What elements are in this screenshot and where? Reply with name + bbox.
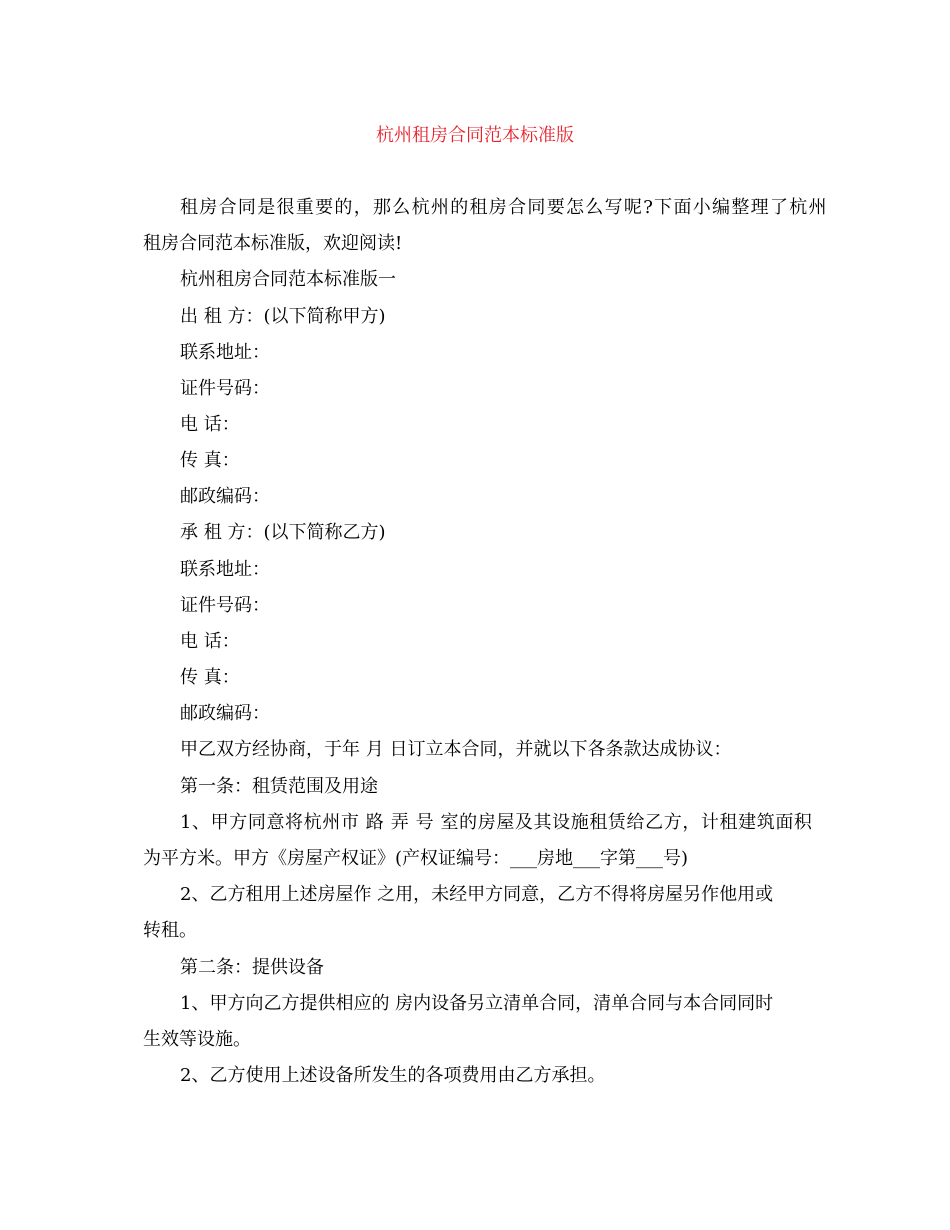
lessee-postcode-field: 邮政编码： bbox=[180, 703, 270, 724]
article-1-item-1-line-1: 1、甲方同意将杭州市 路 弄 号 室的房屋及其设施租赁给乙方，计租建筑面积 bbox=[180, 812, 813, 833]
article-1-item-2-line-1: 2、乙方租用上述房屋作 之用，未经甲方同意，乙方不得将房屋另作他用或 bbox=[180, 884, 774, 905]
lessee-label: 承 租 方：(以下简称乙方) bbox=[180, 522, 386, 543]
document-title: 杭州租房合同范本标准版 bbox=[376, 125, 574, 146]
article-2-item-2-line-1: 2、乙方使用上述设备所发生的各项费用由乙方承担。 bbox=[180, 1065, 606, 1086]
article-1-heading: 第一条：租赁范围及用途 bbox=[180, 776, 378, 797]
lessor-postcode-field: 邮政编码： bbox=[180, 486, 270, 507]
lessor-label: 出 租 方：(以下简称甲方) bbox=[180, 306, 386, 327]
lessor-address-field: 联系地址： bbox=[180, 342, 270, 363]
agreement-paragraph: 甲乙双方经协商，于年 月 日订立本合同，并就以下各条款达成协议： bbox=[180, 739, 732, 760]
article-2-item-1-line-1: 1、甲方向乙方提供相应的 房内设备另立清单合同，清单合同与本合同同时 bbox=[180, 993, 774, 1014]
section-heading: 杭州租房合同范本标准版一 bbox=[180, 269, 396, 290]
lessor-fax-field: 传 真： bbox=[180, 450, 240, 471]
intro-paragraph-line-1: 租房合同是很重要的，那么杭州的租房合同要怎么写呢?下面小编整理了杭州 bbox=[180, 197, 828, 218]
lessee-id-field: 证件号码： bbox=[180, 595, 270, 616]
article-1-item-1-line-2: 为平方米。甲方《房屋产权证》(产权证编号：___房地___字第___号) bbox=[143, 848, 689, 869]
intro-paragraph-line-2: 租房合同范本标准版，欢迎阅读! bbox=[143, 233, 403, 254]
article-1-item-2-line-2: 转租。 bbox=[143, 920, 197, 941]
lessor-phone-field: 电 话： bbox=[180, 414, 240, 435]
article-2-heading: 第二条：提供设备 bbox=[180, 957, 324, 978]
lessor-id-field: 证件号码： bbox=[180, 378, 270, 399]
lessee-fax-field: 传 真： bbox=[180, 667, 240, 688]
lessee-phone-field: 电 话： bbox=[180, 631, 240, 652]
article-2-item-1-line-2: 生效等设施。 bbox=[143, 1029, 251, 1050]
lessee-address-field: 联系地址： bbox=[180, 559, 270, 580]
